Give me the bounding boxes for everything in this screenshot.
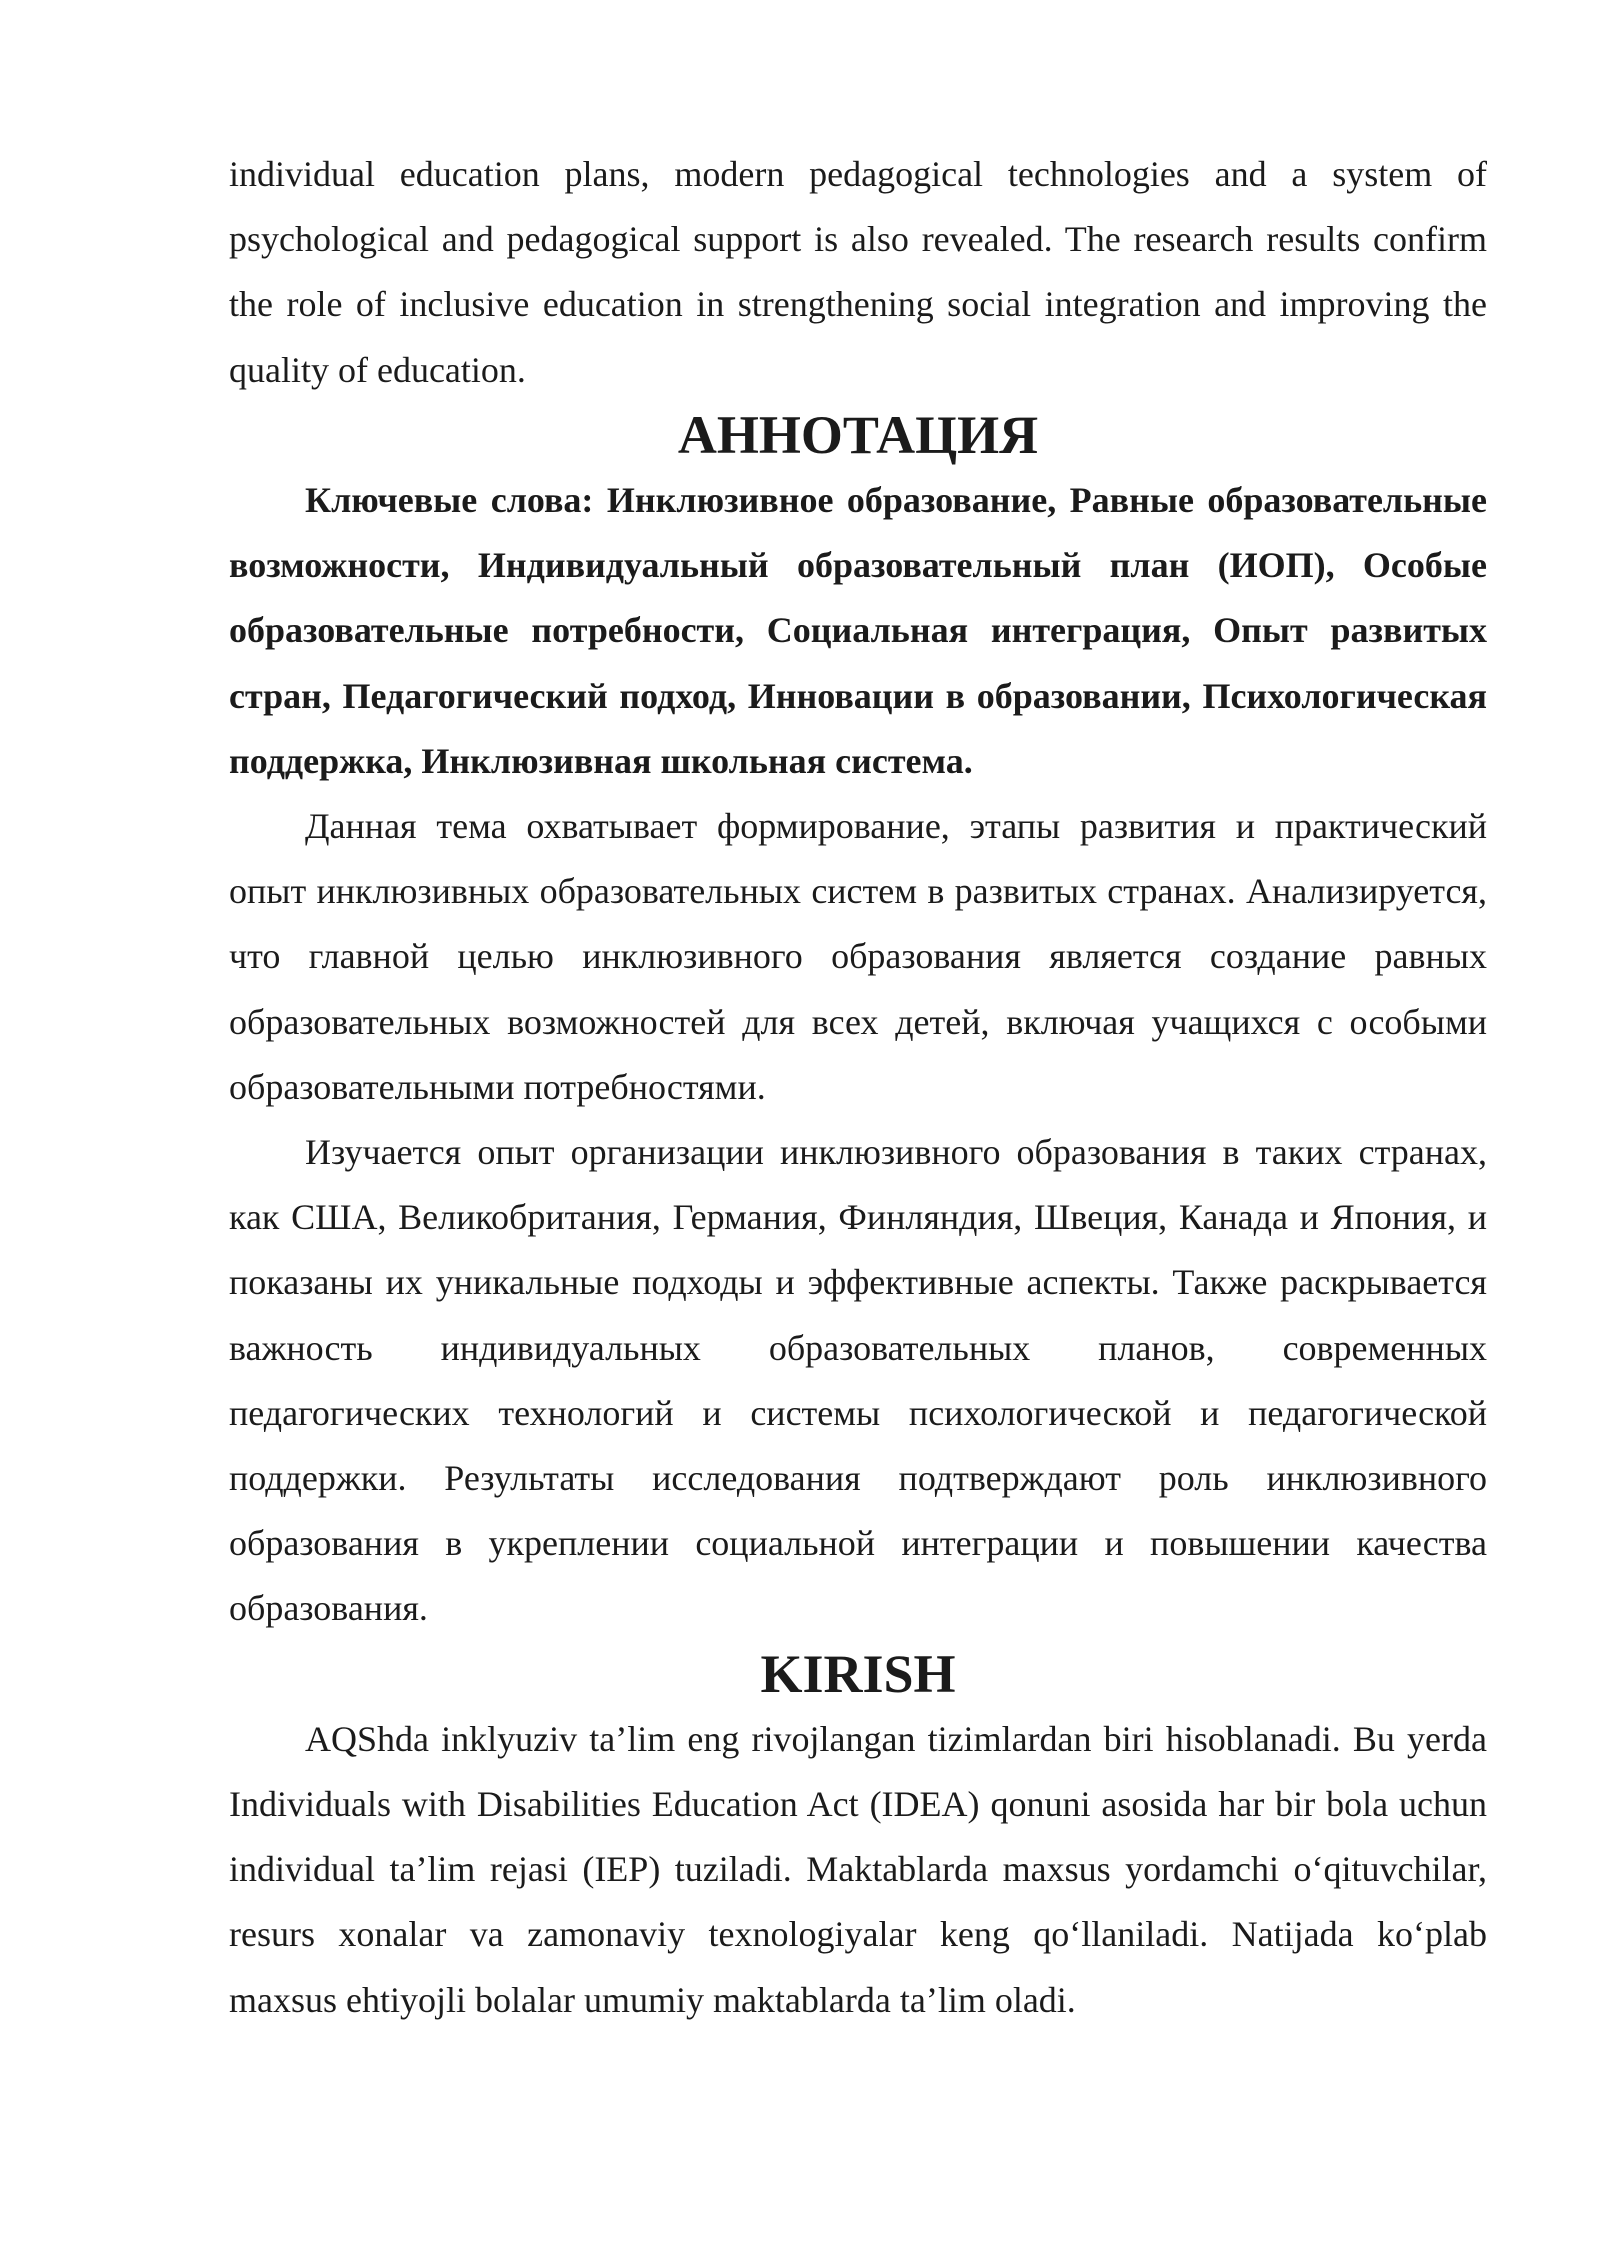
introduction-heading: KIRISH: [760, 1643, 956, 1704]
keywords-paragraph: Ключевые слова: Инклюзивное образование, Равные образовательные возможности, Индивидуальный образовательный план (ИОП), Особые образовательные потребности, Социальная интеграция, Опыт развитых стран, Педагогический подход, Инновации в образовании, Психологическая поддержка, Инклюзивная школьная система.: [229, 480, 1487, 781]
annotation-heading: АННОТАЦИЯ: [677, 404, 1039, 465]
continuation-paragraph: individual education plans, modern pedagogical technologies and a system of psychological and pedagogical support is also revealed. The research results confirm the role of inclusive education in strengthening social integration and improving the quality of education.: [229, 154, 1487, 390]
introduction-paragraph-1: AQShda inklyuziv ta’lim eng rivojlangan tizimlardan biri hisoblanadi. Bu yerda Individuals with Disabilities Education Act (IDEA) qonuni asosida har bir bola uchun individual ta’lim rejasi (IEP) tuziladi. Maktablarda maxsus yordamchi o‘qituvchilar, resurs xonalar va zamonaviy texnologiyalar keng qo‘llaniladi. Natijada ko‘plab maxsus ehtiyojli bolalar umumiy maktablarda ta’lim oladi.: [229, 1718, 1487, 2020]
annotation-paragraph-1: Данная тема охватывает формирование, этапы развития и практический опыт инклюзивных образовательных систем в развитых странах. Анализируется, что главной целью инклюзивного образования является создание равных образовательных возможностей для всех детей, включая учащихся с особыми образовательными потребностями.: [229, 806, 1487, 1107]
annotation-paragraph-2: Изучается опыт организации инклюзивного образования в таких странах, как США, Великобритания, Германия, Финляндия, Швеция, Канада и Япония, и показаны их уникальные подходы и эффективные аспекты. Также раскрывается важность индивидуальных образовательных планов, современных педагогических технологий и системы психологической и педагогической поддержки. Результаты исследования подтверждают роль инклюзивного образования в укреплении социальной интеграции и повышении качества образования.: [229, 1132, 1487, 1629]
document-page: [229, 142, 1487, 2033]
